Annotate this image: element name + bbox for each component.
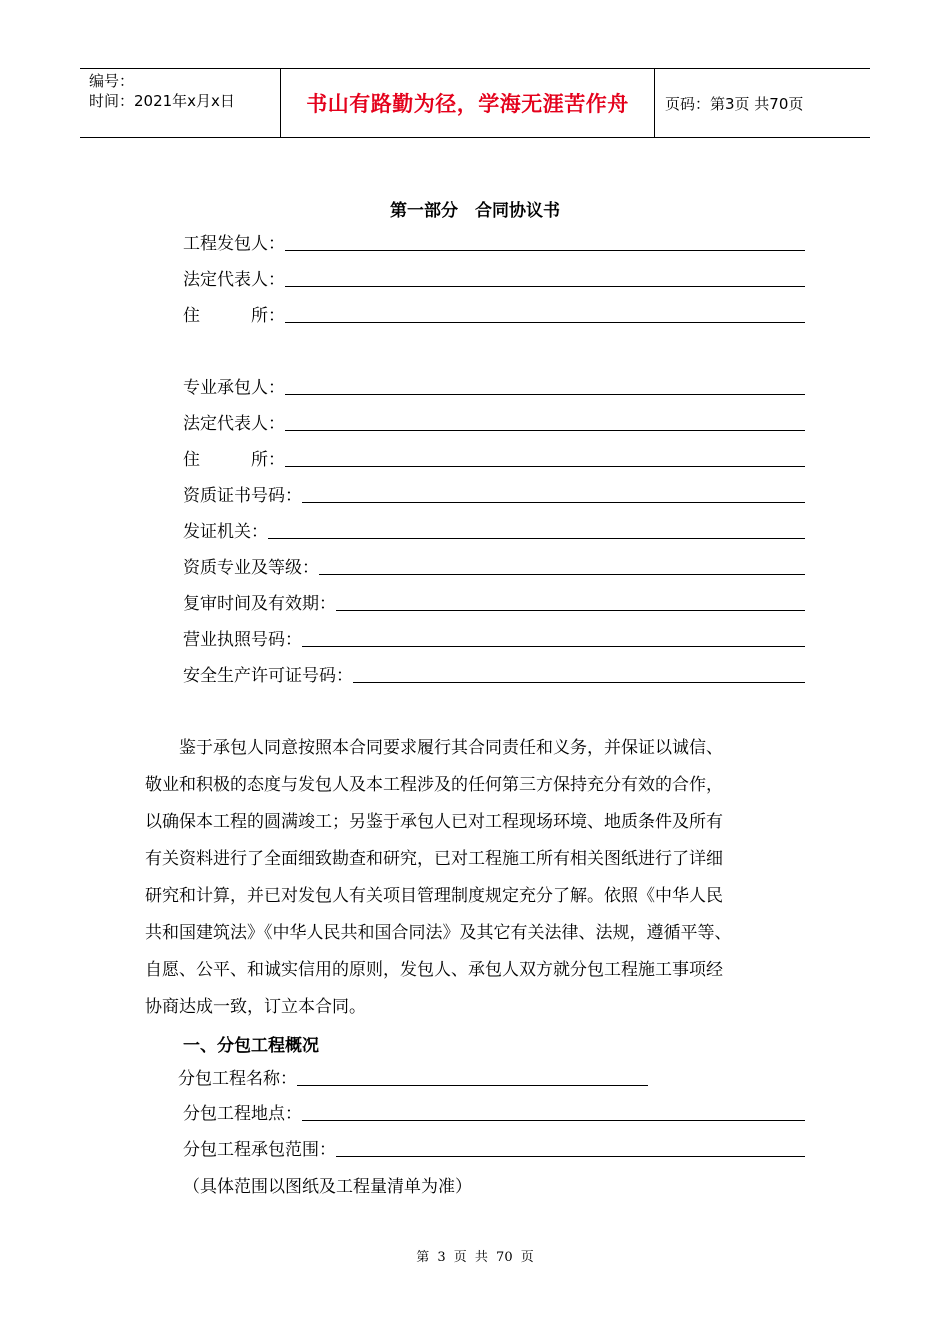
blank-line xyxy=(353,664,805,683)
contractor-legal-rep-field xyxy=(183,411,805,435)
page-footer: 第 3 页 共 70 页 xyxy=(416,1250,534,1265)
field-label: 安全生产许可证号码： xyxy=(183,666,353,686)
contractor-address-field xyxy=(183,447,805,471)
blank-line xyxy=(285,304,805,323)
section-heading: 一、分包工程概况 xyxy=(183,1036,319,1056)
blank-line xyxy=(319,556,805,575)
paragraph-line: 以确保本工程的圆满竣工；另鉴于承包人已对工程现场环境、地质条件及所有 xyxy=(145,812,723,832)
field-label: 住 所： xyxy=(183,306,285,326)
field-label: 营业执照号码： xyxy=(183,630,302,650)
blank-line xyxy=(285,376,805,395)
blank-line xyxy=(285,412,805,431)
blank-line xyxy=(336,1138,805,1157)
blank-line xyxy=(285,268,805,287)
blank-line xyxy=(285,232,805,251)
header-page-info: 页码：第3页 共70页 xyxy=(665,94,804,113)
issuing-authority-field xyxy=(183,519,805,543)
blank-line xyxy=(268,520,805,539)
header-motto: 书山有路勤为径，学海无涯苦作舟 xyxy=(281,69,655,137)
field-label: 资质证书号码： xyxy=(183,486,302,506)
blank-line xyxy=(302,1102,805,1121)
field-label: 工程发包人： xyxy=(183,234,285,254)
field-label: 发证机关： xyxy=(183,522,268,542)
blank-line xyxy=(302,628,805,647)
subcontract-scope-field xyxy=(183,1137,805,1161)
contractor-name-field xyxy=(183,375,805,399)
subcontract-name-field xyxy=(178,1066,648,1090)
field-label: 法定代表人： xyxy=(183,270,285,290)
blank-line xyxy=(336,592,805,611)
document-date-label: 时间：2021年x月x日 xyxy=(89,92,235,110)
paragraph-line: 鉴于承包人同意按照本合同要求履行其合同责任和义务，并保证以诚信、 xyxy=(145,738,723,758)
blank-line xyxy=(285,448,805,467)
scope-note: （具体范围以图纸及工程量清单为准） xyxy=(183,1177,472,1197)
subcontract-location-field xyxy=(183,1101,805,1125)
employer-address-field xyxy=(183,303,805,327)
business-license-field xyxy=(183,627,805,651)
paragraph-line: 敬业和积极的态度与发包人及本工程涉及的任何第三方保持充分有效的合作， xyxy=(145,775,723,795)
qualification-grade-field xyxy=(183,555,805,579)
paragraph-line: 自愿、公平、和诚实信用的原则，发包人、承包人双方就分包工程施工事项经 xyxy=(145,960,723,980)
document-number-label: 编号： xyxy=(89,72,135,90)
field-label: 分包工程地点： xyxy=(183,1104,302,1124)
safety-permit-field xyxy=(183,663,805,687)
field-label: 复审时间及有效期： xyxy=(183,594,336,614)
blank-line xyxy=(297,1067,648,1086)
field-label: 住 所： xyxy=(183,450,285,470)
review-validity-field xyxy=(183,591,805,615)
document-title: 第一部分 合同协议书 xyxy=(390,201,560,221)
blank-line xyxy=(302,484,805,503)
field-label: 分包工程承包范围： xyxy=(183,1140,336,1160)
paragraph-line: 研究和计算，并已对发包人有关项目管理制度规定充分了解。依照《中华人民 xyxy=(145,886,723,906)
field-label: 法定代表人： xyxy=(183,414,285,434)
field-label: 分包工程名称： xyxy=(178,1069,297,1089)
paragraph-line: 共和国建筑法》《中华人民共和国合同法》及其它有关法律、法规，遵循平等、 xyxy=(145,923,732,943)
field-label: 资质专业及等级： xyxy=(183,558,319,578)
preamble-paragraph xyxy=(145,730,815,1026)
header-meta xyxy=(80,69,281,137)
paragraph-line: 协商达成一致，订立本合同。 xyxy=(145,997,366,1017)
page-header xyxy=(80,68,870,138)
employer-legal-rep-field xyxy=(183,267,805,291)
qualification-cert-field xyxy=(183,483,805,507)
paragraph-line: 有关资料进行了全面细致勘查和研究，已对工程施工所有相关图纸进行了详细 xyxy=(145,849,723,869)
field-label: 专业承包人： xyxy=(183,378,285,398)
employer-name-field xyxy=(183,231,805,255)
